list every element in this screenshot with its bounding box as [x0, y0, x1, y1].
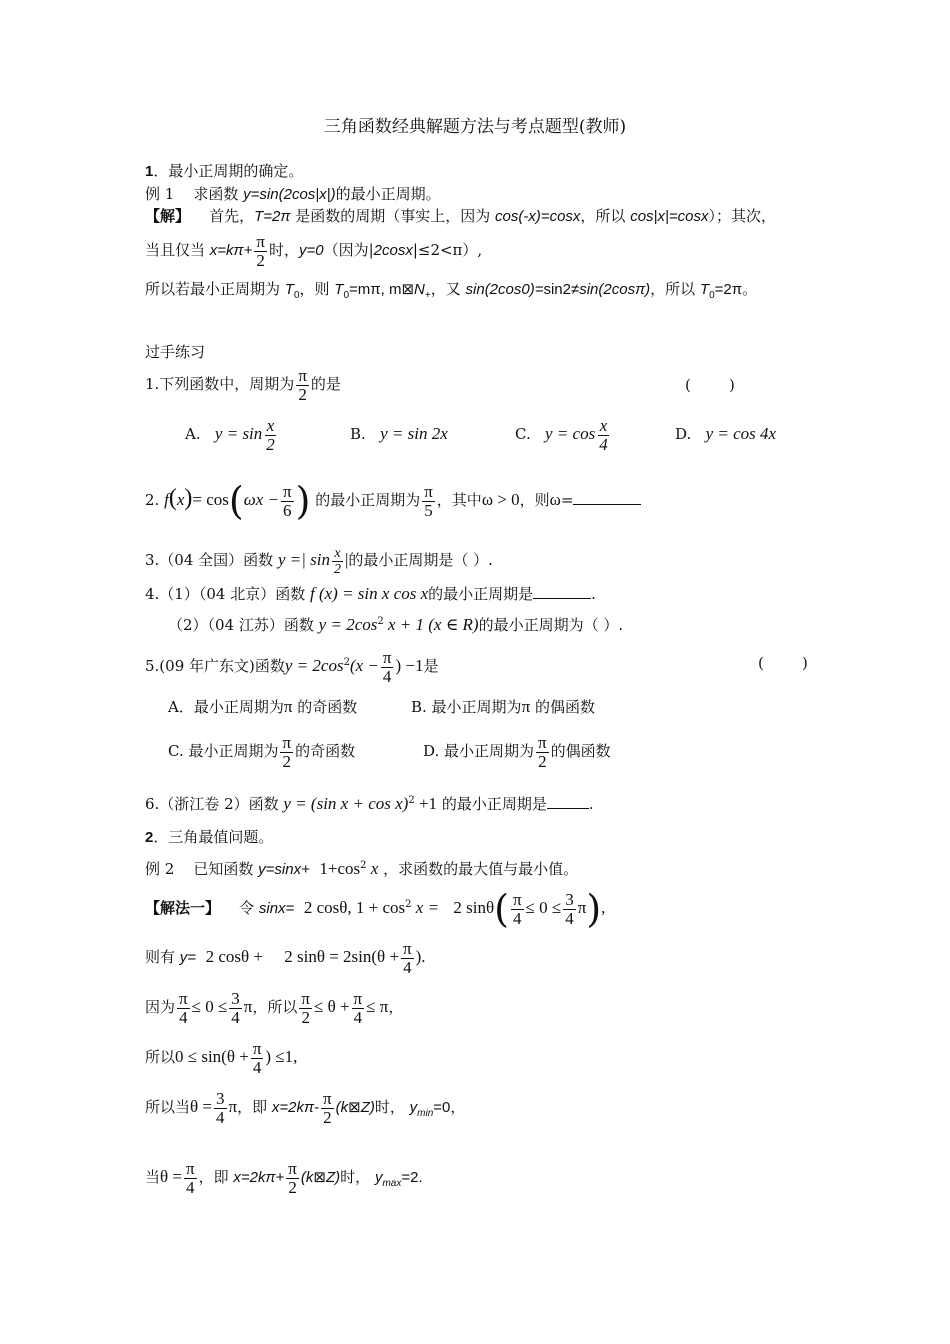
sol-sub: 0	[293, 290, 300, 301]
sol-text: ）；其次，	[708, 207, 776, 225]
q6-text: 6.（浙江卷 2）函数	[145, 795, 284, 813]
question-2: 2. f(x)= cos(ωx − $\frac{\pi}{6}$ ) 的最小正周期为 $\frac{\pi}{5}$ ，其中ω > 0，则ω=	[145, 475, 641, 523]
sol-expr: x=kπ+	[209, 242, 253, 259]
q1-options	[185, 412, 776, 456]
sol-text: （因为|	[323, 241, 374, 259]
example-2: 例 2 已知函数 $y=\sin x+ 1+\cos^2$ x ，求函数的最大值与最小值。	[145, 859, 579, 878]
example-1-text-b: 的最小正周期。	[335, 185, 441, 203]
section-1-heading	[145, 160, 303, 183]
practice-heading: 过手练习	[145, 343, 206, 361]
q1-option-a: A. y = sin $\frac{x}{2}$	[185, 415, 275, 454]
question-5: 5.(09 年广东文)函数$y = 2\cos^2(x$ − $\frac{\pi}{4}$ ) −1是	[145, 647, 439, 686]
section-1-number: 1	[145, 163, 154, 180]
q3-text: 3.（04 全国）函数	[145, 551, 278, 569]
q4-text: 4.（1）（04 北京）函数	[145, 585, 310, 603]
sol-text: ，又	[430, 280, 466, 298]
sol-expr: sin(2cosπ)	[579, 281, 651, 298]
q5-option-a: A．最小正周期为π 的奇函数	[168, 697, 358, 716]
example-1-text-a: 求函数	[193, 185, 244, 203]
fraction-pi-over-2: $\frac{\pi}{2}$	[256, 231, 265, 270]
sol-text: 时，	[268, 241, 299, 259]
sol-T: T	[699, 281, 710, 298]
sol-T: T	[334, 281, 344, 298]
solution-label: 【解】	[145, 207, 191, 225]
example-1	[145, 183, 441, 206]
q5-options-cd	[168, 728, 611, 774]
q3-text: 的最小正周期是（ ）.	[348, 551, 493, 569]
q5-options-ab	[168, 696, 595, 718]
method-1-line-4: 所以0 ≤ sin(θ + $\frac{\pi}{4}$ ) ≤1,	[145, 1038, 298, 1077]
solution-1-line-2	[145, 232, 482, 270]
sol-text: 是函数的周期（事实上，因为	[290, 207, 495, 225]
sol-N: N	[414, 281, 425, 298]
q1-text: 的是	[310, 375, 341, 393]
sol-text: ，所以	[650, 280, 700, 298]
sol-expr: =mπ, m	[349, 281, 402, 298]
sol-sub: 0	[343, 290, 350, 301]
sol-expr: sin(2cos0)=	[465, 281, 544, 298]
sol-expr: cos|x|=cosx	[630, 208, 709, 225]
section-2-number: 2	[145, 829, 154, 846]
box-glyph: ⊠	[401, 281, 415, 298]
q2-text: 的最小正周期为	[315, 491, 421, 509]
example-1-expr: y=sin(2cos|x|)	[243, 186, 336, 203]
method-1-line-3: 因为 $\frac{\pi}{4}$ ≤ 0 ≤ $\frac{3}{4}$ π，所以 $\frac{\pi}{2}$ ≤ θ + $\frac{\pi}{4}$ ≤ π，	[145, 988, 404, 1027]
sol-expr: T=2π	[254, 208, 291, 225]
sol-expr: y=0	[298, 242, 324, 259]
q2-f: f	[164, 490, 169, 509]
question-4-part-1: 4.（1）（04 北京）函数 f (x) = sin x cos x的最小正周期是 .	[145, 584, 596, 603]
sol-text: 首先，	[209, 207, 255, 225]
sol-expr: =2π。	[714, 281, 758, 298]
sol-text: 所以若最小正周期为	[145, 280, 285, 298]
q2-text: ，则	[519, 491, 550, 509]
q6-text: 的最小正周期是	[441, 795, 547, 813]
solution-1-line-3	[145, 278, 757, 307]
q1-option-b: B. y = sin 2x	[350, 424, 448, 443]
sol-T: T	[284, 281, 294, 298]
sol-text: ，所以	[580, 207, 631, 225]
sol-expr: 2cosx	[373, 242, 413, 259]
sol-expr: cos(-x)=cosx	[494, 208, 581, 225]
q4-answer-blank[interactable]	[533, 584, 591, 599]
q4-text: （2）（04 江苏）函数	[168, 616, 319, 634]
q1-answer-paren: ( )	[685, 376, 735, 394]
q5-option-d: D. 最小正周期为 $\frac{\pi}{2}$ 的偶函数	[423, 732, 611, 771]
question-3: 3.（04 全国）函数 y =| sin $\frac{x}{2}$ |的最小正周期是（ ）.	[145, 545, 493, 577]
q6-answer-blank[interactable]	[547, 794, 589, 809]
method-1-line-2: 则有 y= 2 cosθ + 2 sinθ = 2sin(θ + $\frac{\pi}{4}$ ).	[145, 938, 426, 977]
method-1-line-5: 所以当θ = $\frac{3}{4}$ π，即 x=2kπ- $\frac{\pi}{2}$ (k⊠Z)时， $y_{min}=0$，	[145, 1088, 466, 1127]
q5-option-b: B. 最小正周期为π 的偶函数	[411, 697, 595, 716]
question-6: 6.（浙江卷 2）函数 y = (sin x + cos x)$^2$ +1 的最小正周期是 .	[145, 794, 594, 813]
section-2-title: ．三角最值问题。	[153, 828, 274, 846]
example-1-label: 例 1	[145, 185, 175, 203]
sol-text: 当且仅当	[145, 241, 210, 259]
q1-option-c: C. y = cos $\frac{x}{4}$	[515, 415, 608, 454]
q5-option-c: C. 最小正周期为 $\frac{\pi}{2}$ 的奇函数	[168, 732, 356, 771]
method-1-label: 【解法一】	[145, 899, 221, 917]
page-title: 三角函数经典解题方法与考点题型(教师)	[323, 117, 627, 137]
q1-text: 1.下列函数中，周期为	[145, 375, 295, 393]
q2-number: 2.	[145, 491, 160, 509]
q5-text: 是	[423, 657, 439, 675]
sol-text: |≤2<π）,	[412, 241, 483, 259]
sol-text: ，则	[299, 280, 335, 298]
sol-expr: sin2≠	[543, 281, 580, 298]
section-2-heading	[145, 826, 273, 849]
q2-answer-blank[interactable]	[573, 490, 641, 505]
q1-option-d: D. y = cos 4x	[675, 424, 777, 443]
q5-answer-paren: ( )	[758, 654, 808, 672]
method-1-line-6: 当θ = $\frac{\pi}{4}$ ，即 x=2kπ+ $\frac{\pi}{2}$ (k⊠Z)时， $y_{max}=2$.	[145, 1158, 423, 1197]
example-2-label: 例 2	[145, 860, 175, 878]
method-1-line-1: 【解法一】 令 sinx= 2 cosθ, $1 + \cos^2 x$ = 2 sinθ( $\frac{\pi}{4}$ ≤ 0 ≤ $\frac{3}{4}$ π),	[145, 887, 606, 931]
question-1	[145, 362, 341, 406]
sol-sub: +	[424, 290, 431, 301]
section-1-title: ．最小正周期的确定。	[153, 162, 304, 180]
solution-1-line-1	[145, 205, 776, 228]
q5-text: 5.(09 年广东文)函数	[145, 657, 285, 675]
fraction-pi-over-2: $\frac{\pi}{2}$	[298, 365, 307, 404]
sol-sub: 0	[709, 290, 715, 301]
q2-text: ，其中	[436, 491, 482, 509]
question-4-part-2: （2）（04 江苏）函数 $y = 2\cos^2$ x + 1 (x ∈ R)的最小正周期为（ ）.	[168, 615, 624, 634]
q4-text: 的最小正周期是	[428, 585, 534, 603]
q4-text: 的最小正周期为（ ）.	[478, 616, 624, 634]
